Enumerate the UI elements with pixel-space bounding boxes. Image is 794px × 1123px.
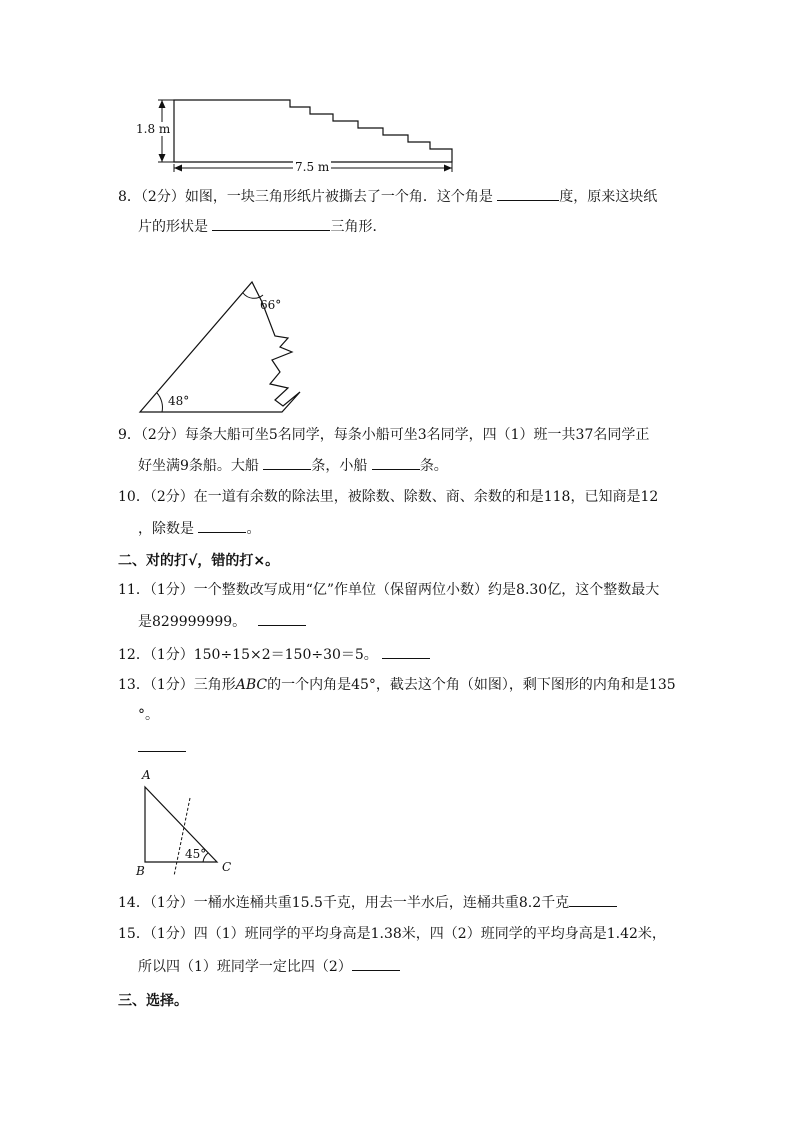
q15-line-2 [138, 956, 400, 977]
q9-answer-blank-1[interactable] [263, 455, 311, 470]
q10-text-a: ，除数是 [138, 521, 199, 537]
vertex-a-label: A [142, 768, 151, 782]
q9-line-2 [138, 455, 448, 476]
q8-line-2 [138, 216, 386, 237]
q12-answer-blank[interactable] [382, 644, 430, 659]
q13-line-2: °。 [138, 707, 159, 723]
vertex-b-label: B [136, 864, 145, 878]
q10-text-b: 。 [246, 521, 261, 537]
q10-line-1: 10．（2分）在一道有余数的除法里，被除数、除数、商、余数的和是118，已知商是12 [118, 489, 659, 505]
q8-text-b: 度，原来这块纸 [559, 189, 658, 205]
q13-text-b: 的一个内角是45°，截去这个角（如图），剩下图形的内角和是135 [267, 677, 676, 693]
section-2-heading: 二、对的打√，错的打×。 [118, 553, 280, 569]
q15-answer-blank[interactable] [352, 956, 400, 971]
q15-line-1: 15．（1分）四（1）班同学的平均身高是1.38米，四（2）班同学的平均身高是1.42米， [118, 926, 666, 942]
q10-line-2 [138, 518, 260, 539]
q11-answer-blank[interactable] [258, 611, 306, 626]
q11-line-1: 11．（1分）一个整数改写成用“亿”作单位（保留两位小数）约是8.30亿，这个整数最大 [118, 582, 660, 598]
q9-text-a: 好坐满9条船。大船 [138, 458, 264, 474]
q8-answer-blank-2[interactable] [212, 216, 330, 231]
q8-answer-blank-1[interactable] [497, 186, 559, 201]
q11-text: 是829999999。 [138, 614, 247, 630]
q9-line-1: 9．（2分）每条大船可坐5名同学，每条小船可坐3名同学，四（1）班一共37名同学正 [118, 427, 650, 443]
q14-text: 14．（1分）一桶水连桶共重15.5千克，用去一半水后，连桶共重8.2千克 [118, 895, 570, 911]
section-3-heading: 三、选择。 [118, 993, 188, 1009]
q13-line-1 [118, 675, 676, 695]
stairs-figure [130, 92, 470, 178]
q11-line-2 [138, 611, 306, 632]
vertex-c-label: C [222, 860, 232, 874]
q13-triangle-name: ABC [235, 677, 268, 693]
q13-text-a: 13．（1分）三角形 [118, 677, 236, 693]
triangle-abc-figure [132, 764, 242, 880]
q8-line-1 [118, 186, 657, 207]
height-label: 1.8 m [136, 122, 171, 136]
q9-answer-blank-2[interactable] [372, 455, 420, 470]
q8-text-a: 8．（2分）如图，一块三角形纸片被撕去了一个角．这个角是 [118, 189, 498, 205]
angle-48-label: 48° [168, 394, 190, 408]
q12-text: 12．（1分）150÷15×2＝150÷30＝5。 [118, 647, 383, 663]
q13-answer-blank[interactable] [138, 737, 186, 752]
torn-triangle-figure [130, 272, 320, 422]
q12-line-1 [118, 644, 430, 665]
angle-45-label: 45° [185, 847, 207, 861]
q14-answer-blank[interactable] [569, 892, 617, 907]
q10-answer-blank[interactable] [198, 518, 246, 533]
q14-line-1 [118, 892, 617, 913]
angle-66-label: 66° [260, 298, 282, 312]
q15-text: 所以四（1）班同学一定比四（2） [138, 959, 352, 975]
width-label: 7.5 m [295, 160, 330, 174]
q8-text-d: 三角形． [330, 219, 387, 235]
q8-text-c: 片的形状是 [138, 219, 213, 235]
q9-text-c: 条。 [419, 458, 448, 474]
q9-text-b: 条，小船 [311, 458, 372, 474]
